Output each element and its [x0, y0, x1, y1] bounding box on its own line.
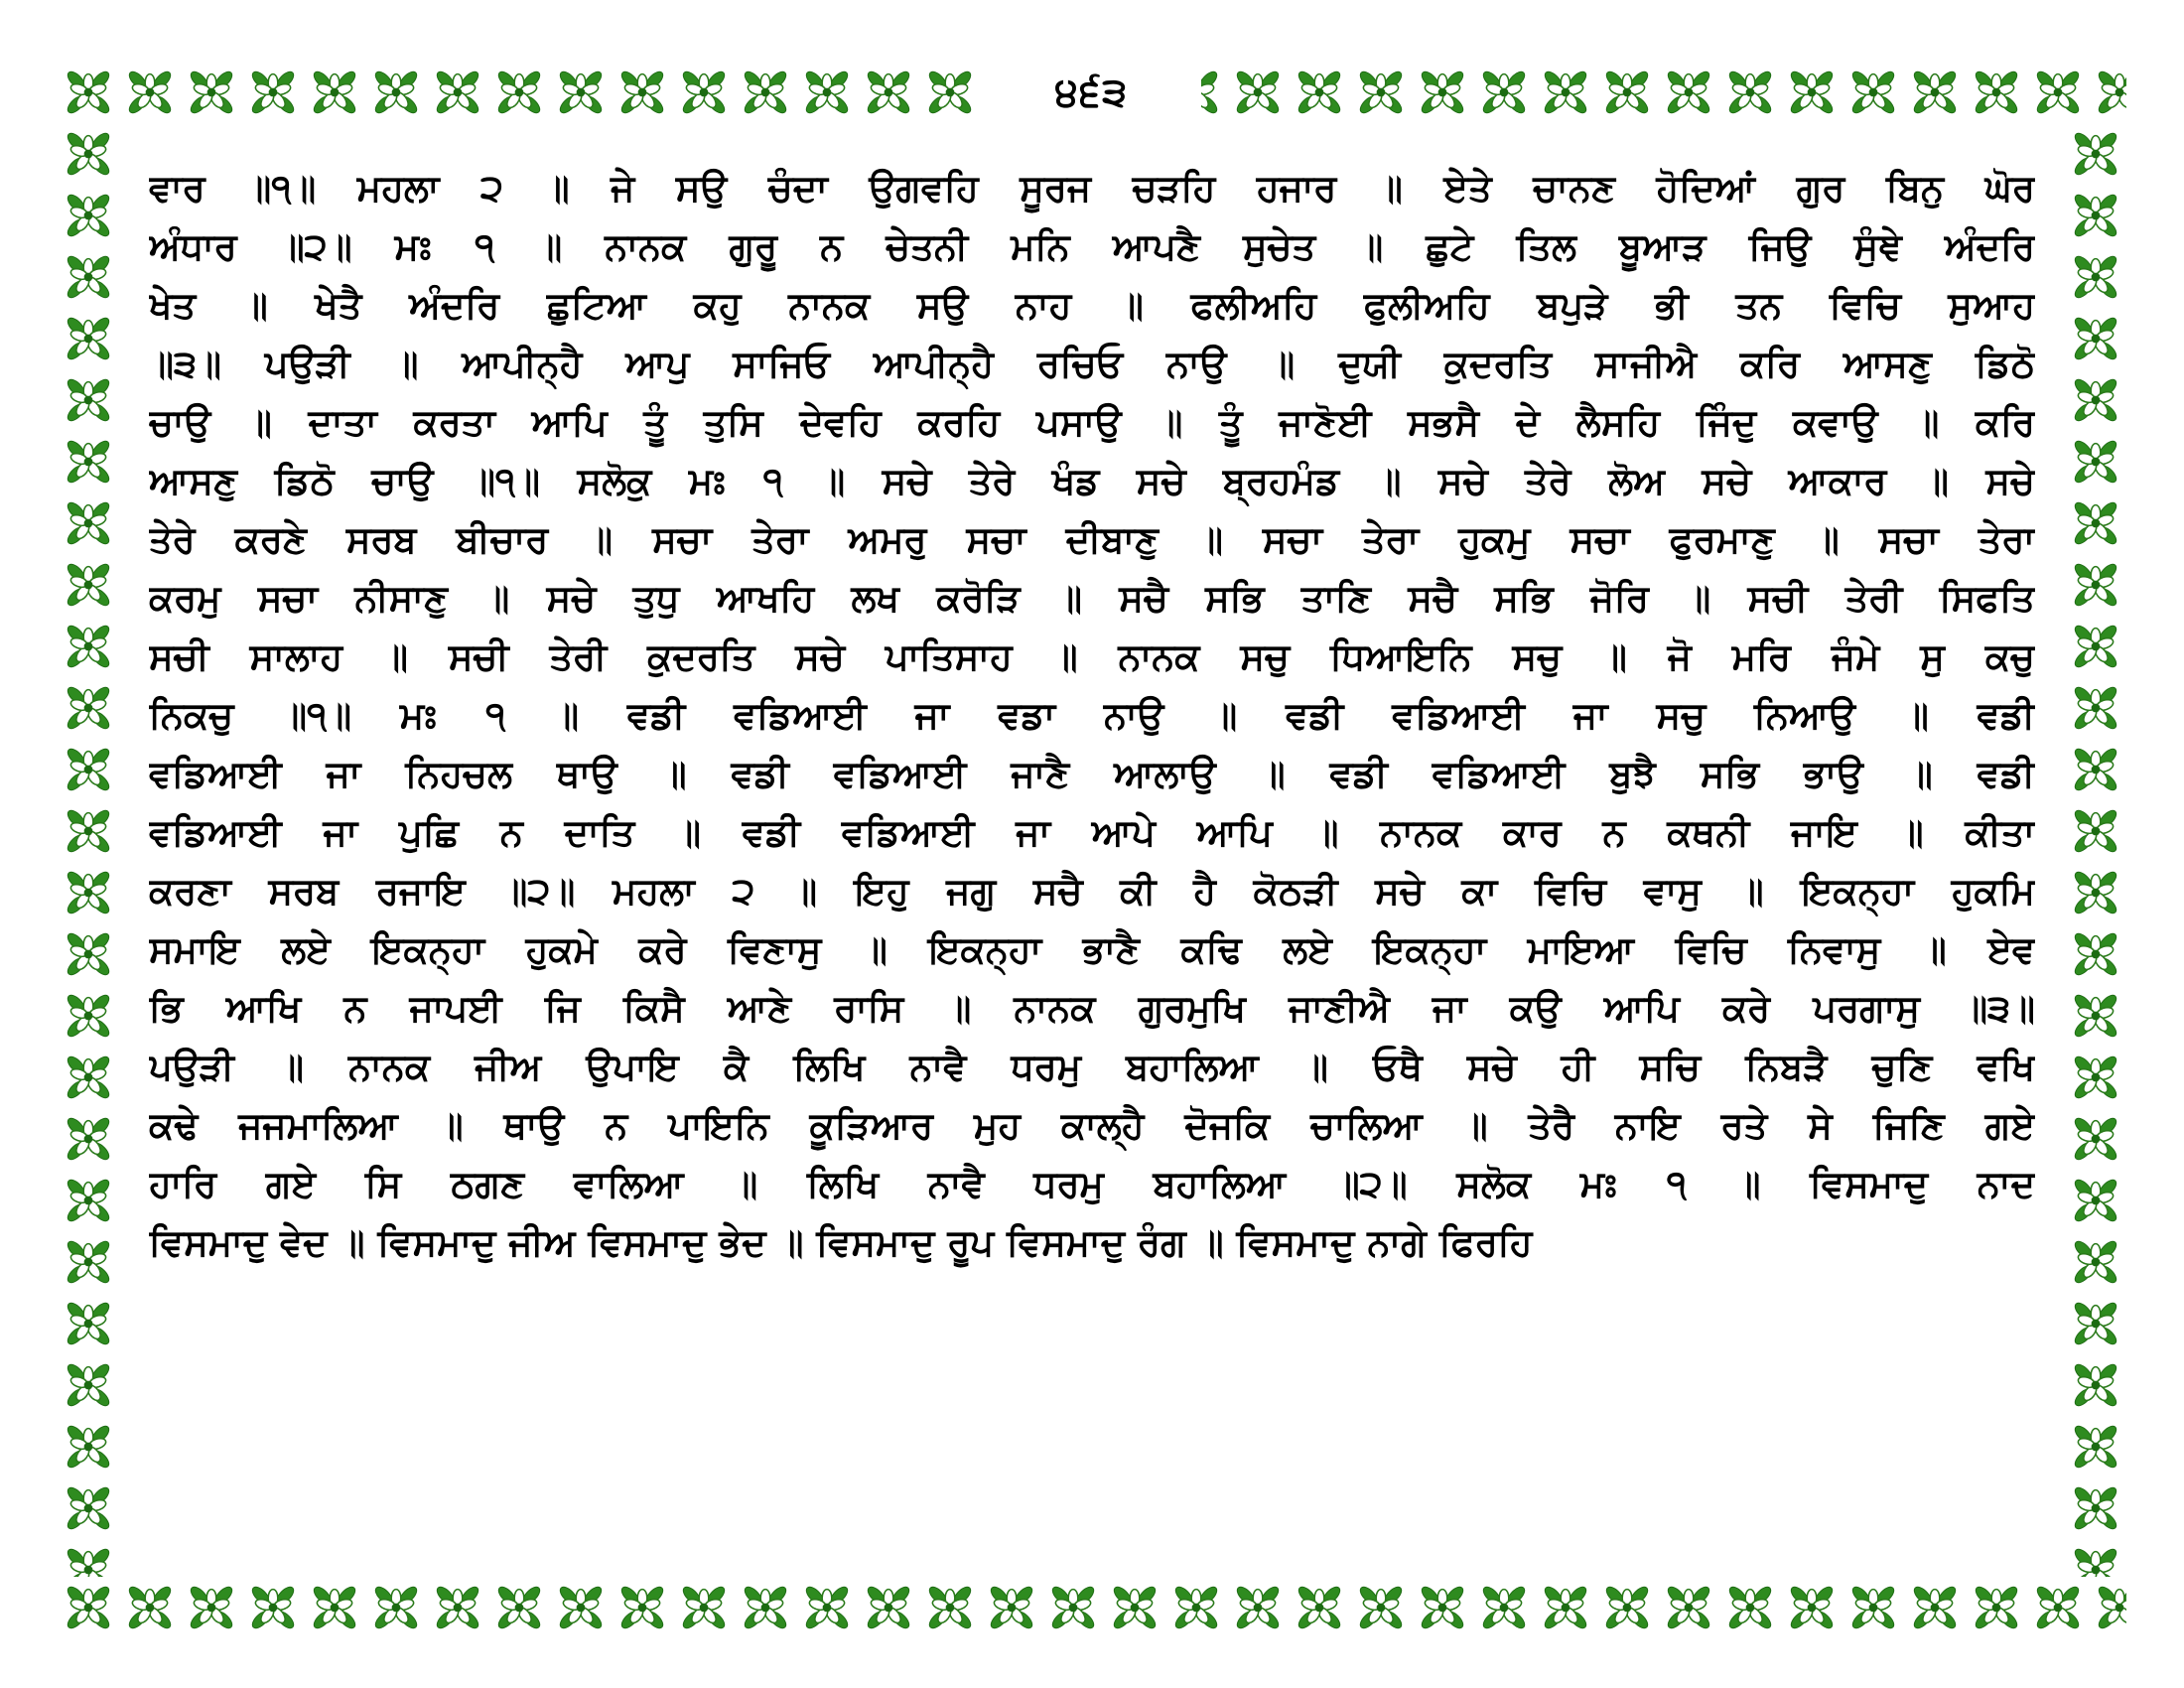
- flower-icon: [2065, 862, 2126, 923]
- flower-icon: [2065, 1539, 2126, 1577]
- flower-icon: [304, 62, 365, 123]
- flower-icon: [119, 1577, 181, 1638]
- flower-icon: [1350, 1577, 1412, 1638]
- flower-icon: [2065, 554, 2126, 616]
- flower-icon: [2065, 1416, 2126, 1477]
- flower-icon: [1289, 62, 1350, 123]
- flower-icon: [673, 62, 735, 123]
- flower-icon: [58, 923, 119, 985]
- flower-icon: [2065, 985, 2126, 1047]
- flower-icon: [2065, 431, 2126, 492]
- flower-icon: [919, 62, 981, 123]
- flower-icon: [2089, 1577, 2126, 1638]
- text-line: ਵਿਸਮਾਦੁ ਵੇਦ ॥ ਵਿਸਮਾਦੁ ਜੀਅ ਵਿਸਮਾਦੁ ਭੇਦ ॥ ਵਿਸਮਾਦੁ ਰੂਪ ਵਿਸਮਾਦੁ ਰੰਗ ॥ ਵਿਸਮਾਦੁ ਨਾਗੇ ਫਿਰਹਿ: [149, 1221, 1533, 1264]
- flower-icon: [1104, 1577, 1165, 1638]
- flower-icon: [2065, 308, 2126, 369]
- flower-icon: [2065, 800, 2126, 862]
- text-line: ਆਸਣੁ ਡਿਠੋ ਚਾਉ ॥੧॥ ਸਲੋਕੁ ਮਃ ੧ ॥ ਸਚੇ ਤੇਰੇ ਖੰਡ ਸਚੇ ਬ੍ਰਹਮੰਡ ॥ ਸਚੇ ਤੇਰੇ ਲੋਅ ਸਚੇ ਆਕਾਰ ॥ ਸਚੇ: [149, 460, 2035, 502]
- flower-icon: [1412, 1577, 1473, 1638]
- flower-icon: [58, 492, 119, 554]
- flower-icon: [1843, 1577, 1904, 1638]
- flower-icon: [1165, 1577, 1227, 1638]
- flower-icon: [427, 62, 488, 123]
- flower-icon: [58, 554, 119, 616]
- flower-icon: [58, 62, 119, 123]
- flower-icon: [1473, 62, 1535, 123]
- border-bottom: [58, 1577, 2126, 1638]
- flower-icon: [612, 1577, 673, 1638]
- flower-icon: [365, 62, 427, 123]
- flower-icon: [735, 62, 796, 123]
- text-line: ਸਚੀ ਸਾਲਾਹ ॥ ਸਚੀ ਤੇਰੀ ਕੁਦਰਤਿ ਸਚੇ ਪਾਤਿਸਾਹ ॥ ਨਾਨਕ ਸਚੁ ਧਿਆਇਨਿ ਸਚੁ ॥ ਜੋ ਮਰਿ ਜੰਮੇ ਸੁ ਕਚੁ: [149, 635, 2035, 678]
- flower-icon: [427, 1577, 488, 1638]
- flower-icon: [2065, 1354, 2126, 1416]
- flower-icon: [58, 677, 119, 739]
- flower-icon: [919, 1577, 981, 1638]
- flower-icon: [2065, 369, 2126, 431]
- flower-icon: [1966, 1577, 2027, 1638]
- flower-icon: [488, 62, 550, 123]
- flower-icon: [1289, 1577, 1350, 1638]
- flower-icon: [2065, 739, 2126, 800]
- text-line: ਤੇਰੇ ਕਰਣੇ ਸਰਬ ਬੀਚਾਰ ॥ ਸਚਾ ਤੇਰਾ ਅਮਰੁ ਸਚਾ ਦੀਬਾਣੁ ॥ ਸਚਾ ਤੇਰਾ ਹੁਕਮੁ ਸਚਾ ਫੁਰਮਾਣੁ ॥ ਸਚਾ ਤੇਰਾ: [149, 518, 2035, 561]
- flower-icon: [2065, 1293, 2126, 1354]
- flower-icon: [612, 62, 673, 123]
- flower-icon: [365, 1577, 427, 1638]
- flower-icon: [58, 431, 119, 492]
- flower-icon: [58, 1108, 119, 1170]
- scripture-text: [149, 159, 2035, 1569]
- flower-icon: [58, 1539, 119, 1577]
- flower-icon: [2065, 1047, 2126, 1108]
- flower-icon: [1350, 62, 1412, 123]
- flower-icon: [1658, 1577, 1719, 1638]
- flower-icon: [58, 1416, 119, 1477]
- text-line: ਕਰਣਾ ਸਰਬ ਰਜਾਇ ॥੨॥ ਮਹਲਾ ੨ ॥ ਇਹੁ ਜਗੁ ਸਚੈ ਕੀ ਹੈ ਕੋਠੜੀ ਸਚੇ ਕਾ ਵਿਚਿ ਵਾਸੁ ॥ ਇਕਨ੍ਹਾ ਹੁਕਮਿ: [149, 870, 2035, 913]
- text-line: ਖੇਤ ॥ ਖੇਤੈ ਅੰਦਰਿ ਛੁਟਿਆ ਕਹੁ ਨਾਨਕ ਸਉ ਨਾਹ ॥ ਫਲੀਅਹਿ ਫੁਲੀਅਹਿ ਬਪੁੜੇ ਭੀ ਤਨ ਵਿਚਿ ਸੁਆਹ: [149, 284, 2035, 327]
- flower-icon: [1719, 62, 1781, 123]
- flower-icon: [1596, 1577, 1658, 1638]
- flower-icon: [2065, 923, 2126, 985]
- flower-icon: [181, 62, 242, 123]
- flower-icon: [735, 1577, 796, 1638]
- text-line: ਕਰਮੁ ਸਚਾ ਨੀਸਾਣੁ ॥ ਸਚੇ ਤੁਧੁ ਆਖਹਿ ਲਖ ਕਰੋੜਿ ॥ ਸਚੈ ਸਭਿ ਤਾਣਿ ਸਚੈ ਸਭਿ ਜੋਰਿ ॥ ਸਚੀ ਤੇਰੀ ਸਿਫਤਿ: [149, 577, 2035, 620]
- flower-icon: [2065, 123, 2126, 185]
- flower-icon: [58, 1293, 119, 1354]
- flower-icon: [2065, 1170, 2126, 1231]
- text-line: ਹਾਰਿ ਗਏ ਸਿ ਠਗਣ ਵਾਲਿਆ ॥ ਲਿਖਿ ਨਾਵੈ ਧਰਮੁ ਬਹਾਲਿਆ ॥੨॥ ਸਲੋਕ ਮਃ ੧ ॥ ਵਿਸਮਾਦੁ ਨਾਦ: [149, 1163, 2035, 1205]
- flower-icon: [1227, 1577, 1289, 1638]
- flower-icon: [1904, 62, 1966, 123]
- flower-icon: [1658, 62, 1719, 123]
- flower-icon: [1596, 62, 1658, 123]
- flower-icon: [58, 185, 119, 246]
- flower-icon: [1412, 62, 1473, 123]
- flower-icon: [58, 1231, 119, 1293]
- flower-icon: [2065, 246, 2126, 308]
- flower-icon: [1473, 1577, 1535, 1638]
- flower-icon: [1535, 1577, 1596, 1638]
- flower-icon: [2065, 616, 2126, 677]
- text-line: ਵਡਿਆਈ ਜਾ ਪੁਛਿ ਨ ਦਾਤਿ ॥ ਵਡੀ ਵਡਿਆਈ ਜਾ ਆਪੇ ਆਪਿ ॥ ਨਾਨਕ ਕਾਰ ਨ ਕਥਨੀ ਜਾਇ ॥ ਕੀਤਾ: [149, 811, 2035, 854]
- flower-icon: [58, 369, 119, 431]
- flower-icon: [58, 246, 119, 308]
- flower-icon: [550, 62, 612, 123]
- text-line: ਪਉੜੀ ॥ ਨਾਨਕ ਜੀਅ ਉਪਾਇ ਕੈ ਲਿਖਿ ਨਾਵੈ ਧਰਮੁ ਬਹਾਲਿਆ ॥ ਓਥੈ ਸਚੇ ਹੀ ਸਚਿ ਨਿਬੜੈ ਚੁਣਿ ਵਖਿ: [149, 1046, 2035, 1088]
- flower-icon: [242, 1577, 304, 1638]
- flower-icon: [488, 1577, 550, 1638]
- flower-icon: [1227, 62, 1289, 123]
- flower-icon: [2065, 185, 2126, 246]
- text-line: ਨਿਕਚੁ ॥੧॥ ਮਃ ੧ ॥ ਵਡੀ ਵਡਿਆਈ ਜਾ ਵਡਾ ਨਾਉ ॥ ਵਡੀ ਵਡਿਆਈ ਜਾ ਸਚੁ ਨਿਆਉ ॥ ਵਡੀ: [149, 694, 2035, 737]
- flower-icon: [58, 1577, 119, 1638]
- page-number-box: [983, 62, 1201, 123]
- flower-icon: [1966, 62, 2027, 123]
- text-line: ਅੰਧਾਰ ॥੨॥ ਮਃ ੧ ॥ ਨਾਨਕ ਗੁਰੂ ਨ ਚੇਤਨੀ ਮਨਿ ਆਪਣੈ ਸੁਚੇਤ ॥ ਛੁਟੇ ਤਿਲ ਬੂਆੜ ਜਿਉ ਸੁੰਞੇ ਅੰਦਰਿ: [149, 225, 2035, 268]
- text-line: ਚਾਉ ॥ ਦਾਤਾ ਕਰਤਾ ਆਪਿ ਤੂੰ ਤੁਸਿ ਦੇਵਹਿ ਕਰਹਿ ਪਸਾਉ ॥ ਤੂੰ ਜਾਣੋਈ ਸਭਸੈ ਦੇ ਲੈਸਹਿ ਜਿੰਦੁ ਕਵਾਉ ॥ ਕਰਿ: [149, 401, 2035, 444]
- flower-icon: [2065, 1108, 2126, 1170]
- flower-icon: [58, 1477, 119, 1539]
- text-line: ਵਾਰ ॥੧॥ ਮਹਲਾ ੨ ॥ ਜੇ ਸਉ ਚੰਦਾ ਉਗਵਹਿ ਸੂਰਜ ਚੜਹਿ ਹਜਾਰ ॥ ਏਤੇ ਚਾਨਣ ਹੋਦਿਆਂ ਗੁਰ ਬਿਨੁ ਘੋਰ: [149, 167, 2035, 210]
- flower-icon: [2065, 1477, 2126, 1539]
- flower-icon: [242, 62, 304, 123]
- flower-icon: [58, 739, 119, 800]
- text-line: ਕਢੇ ਜਜਮਾਲਿਆ ॥ ਥਾਉ ਨ ਪਾਇਨਿ ਕੂੜਿਆਰ ਮੁਹ ਕਾਲ੍ਹੈ ਦੋਜਕਿ ਚਾਲਿਆ ॥ ਤੇਰੈ ਨਾਇ ਰਤੇ ਸੇ ਜਿਣਿ ਗਏ: [149, 1104, 2035, 1147]
- flower-icon: [2065, 492, 2126, 554]
- flower-icon: [1781, 62, 1843, 123]
- flower-icon: [673, 1577, 735, 1638]
- border-left: [58, 123, 119, 1577]
- text-line: ਸਮਾਇ ਲਏ ਇਕਨ੍ਹਾ ਹੁਕਮੇ ਕਰੇ ਵਿਣਾਸੁ ॥ ਇਕਨ੍ਹਾ ਭਾਣੈ ਕਢਿ ਲਏ ਇਕਨ੍ਹਾ ਮਾਇਆ ਵਿਚਿ ਨਿਵਾਸੁ ॥ ਏਵ: [149, 928, 2035, 971]
- flower-icon: [2065, 1231, 2126, 1293]
- flower-icon: [550, 1577, 612, 1638]
- flower-icon: [119, 62, 181, 123]
- flower-icon: [858, 62, 919, 123]
- flower-icon: [58, 862, 119, 923]
- flower-icon: [58, 800, 119, 862]
- border-right: [2065, 123, 2126, 1577]
- flower-icon: [2027, 1577, 2089, 1638]
- flower-icon: [181, 1577, 242, 1638]
- flower-icon: [1719, 1577, 1781, 1638]
- flower-icon: [304, 1577, 365, 1638]
- flower-icon: [1904, 1577, 1966, 1638]
- flower-icon: [1843, 62, 1904, 123]
- flower-icon: [58, 1354, 119, 1416]
- flower-icon: [1535, 62, 1596, 123]
- page-number: ੪੬੩: [1054, 70, 1130, 115]
- flower-icon: [796, 1577, 858, 1638]
- flower-icon: [2065, 677, 2126, 739]
- flower-icon: [858, 1577, 919, 1638]
- text-line: ਭਿ ਆਖਿ ਨ ਜਾਪਈ ਜਿ ਕਿਸੈ ਆਣੇ ਰਾਸਿ ॥ ਨਾਨਕ ਗੁਰਮੁਖਿ ਜਾਣੀਐ ਜਾ ਕਉ ਆਪਿ ਕਰੇ ਪਰਗਾਸੁ ॥੩॥: [149, 987, 2035, 1030]
- flower-icon: [2027, 62, 2089, 123]
- flower-icon: [58, 616, 119, 677]
- flower-icon: [58, 1170, 119, 1231]
- flower-icon: [1042, 1577, 1104, 1638]
- flower-icon: [58, 1047, 119, 1108]
- text-line: ਵਡਿਆਈ ਜਾ ਨਿਹਚਲ ਥਾਉ ॥ ਵਡੀ ਵਡਿਆਈ ਜਾਣੈ ਆਲਾਉ ॥ ਵਡੀ ਵਡਿਆਈ ਬੁਝੈ ਸਭਿ ਭਾਉ ॥ ਵਡੀ: [149, 753, 2035, 795]
- flower-icon: [58, 985, 119, 1047]
- flower-icon: [796, 62, 858, 123]
- flower-icon: [1781, 1577, 1843, 1638]
- flower-icon: [58, 308, 119, 369]
- flower-icon: [981, 1577, 1042, 1638]
- flower-icon: [58, 123, 119, 185]
- flower-icon: [2089, 62, 2126, 123]
- text-line: ॥੩॥ ਪਉੜੀ ॥ ਆਪੀਨ੍ਹੈ ਆਪੁ ਸਾਜਿਓ ਆਪੀਨ੍ਹੈ ਰਚਿਓ ਨਾਉ ॥ ਦੁਯੀ ਕੁਦਰਤਿ ਸਾਜੀਐ ਕਰਿ ਆਸਣੁ ਡਿਠੋ: [149, 343, 2035, 385]
